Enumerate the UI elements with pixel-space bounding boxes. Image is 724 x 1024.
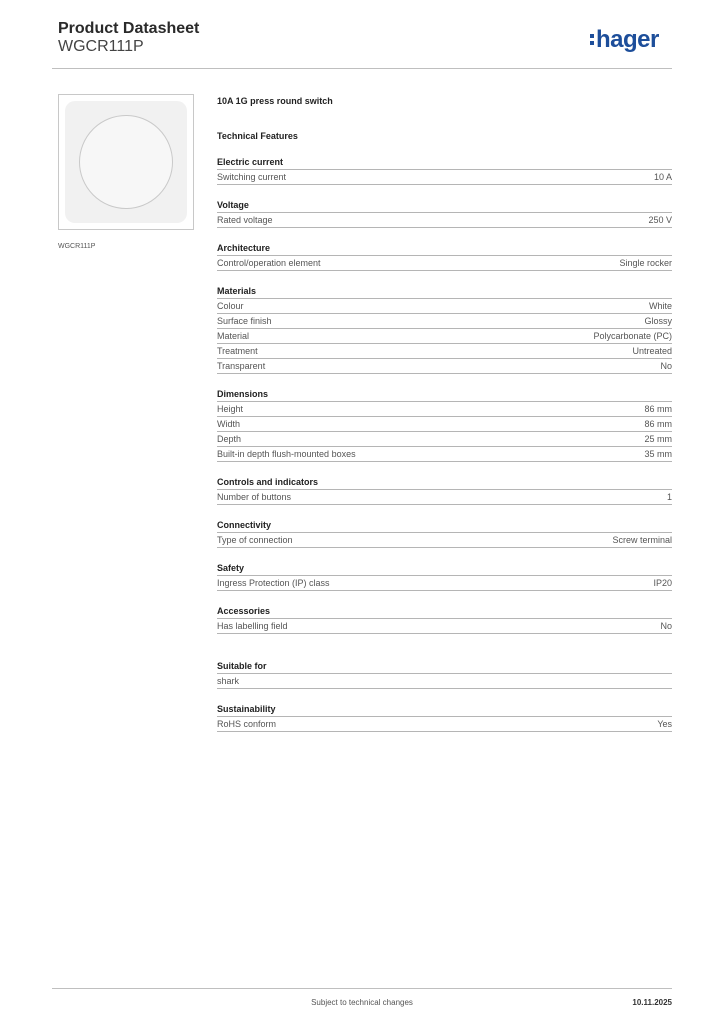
spec-label: Depth [217,434,242,444]
spec-row [217,256,672,271]
section-title: Architecture [217,242,672,256]
spec-row [217,213,672,228]
spec-value: 250 V [648,215,672,225]
hager-logo [590,26,659,54]
spec-label: Height [217,404,244,414]
spec-value: 35 mm [644,449,672,459]
spec-row [217,402,672,417]
spec-section [217,388,672,462]
spec-section [217,703,672,732]
spec-section [217,605,672,634]
spec-label: Built-in depth flush-mounted boxes [217,449,356,459]
spec-row [217,717,672,732]
product-image [58,94,194,230]
spec-section [217,519,672,548]
spec-label: shark [217,676,240,686]
technical-features-heading: Technical Features [217,131,298,141]
spec-content [217,95,672,732]
header-divider [52,68,672,69]
spec-label: Transparent [217,361,266,371]
section-title: Connectivity [217,519,672,533]
spec-value: No [660,621,672,631]
spec-section [217,199,672,228]
spec-section [217,562,672,591]
spec-row [217,359,672,374]
spec-value: 1 [666,492,672,502]
spec-row [217,619,672,634]
spec-label: Number of buttons [217,492,292,502]
footer-note: Subject to technical changes [311,998,413,1007]
spec-value: 10 A [653,172,672,182]
spec-value: Polycarbonate (PC) [593,331,672,341]
spec-value: IP20 [653,578,672,588]
spec-section [217,285,672,374]
spec-section [217,156,672,185]
spec-row [217,314,672,329]
section-title: Dimensions [217,388,672,402]
switch-plate [65,101,187,223]
spec-label: RoHS conform [217,719,277,729]
spec-row [217,674,672,689]
spec-label: Rated voltage [217,215,273,225]
spec-sections [217,156,672,732]
image-caption: WGCR111P [58,243,96,250]
section-title: Accessories [217,605,672,619]
logo-colon-icon [590,32,595,46]
spec-label: Surface finish [217,316,272,326]
spec-label: Type of connection [217,535,293,545]
spec-label: Switching current [217,172,287,182]
spec-value: White [648,301,672,311]
spec-value: No [660,361,672,371]
spec-label: Ingress Protection (IP) class [217,578,330,588]
spec-value: Glossy [644,316,672,326]
spec-section [217,476,672,505]
spec-row [217,432,672,447]
spec-row [217,329,672,344]
footer-divider [52,988,672,989]
spec-section [217,660,672,689]
footer-date: 10.11.2025 [632,998,672,1007]
spec-label: Material [217,331,250,341]
spec-row [217,533,672,548]
spec-value: 25 mm [644,434,672,444]
section-title: Materials [217,285,672,299]
page-title: Product Datasheet [58,20,200,37]
spec-row [217,417,672,432]
spec-row [217,576,672,591]
spec-row [217,490,672,505]
section-title: Suitable for [217,660,672,674]
section-title: Controls and indicators [217,476,672,490]
spec-row [217,447,672,462]
section-title: Electric current [217,156,672,170]
logo-text: hager [596,26,659,53]
spec-label: Treatment [217,346,258,356]
section-title: Safety [217,562,672,576]
spec-value: Screw terminal [612,535,672,545]
spec-value: 86 mm [644,419,672,429]
spec-label: Width [217,419,241,429]
spec-section [217,242,672,271]
section-title: Sustainability [217,703,672,717]
spec-label: Control/operation element [217,258,321,268]
spec-value: 86 mm [644,404,672,414]
spec-value: Single rocker [619,258,672,268]
section-title: Voltage [217,199,672,213]
spec-label: Has labelling field [217,621,288,631]
product-description: 10A 1G press round switch [217,96,333,106]
spec-value: Untreated [632,346,672,356]
round-rocker [79,115,173,209]
spec-row [217,299,672,314]
spec-value: Yes [657,719,672,729]
spec-row [217,344,672,359]
spec-row [217,170,672,185]
product-code: WGCR111P [58,38,144,55]
spec-label: Colour [217,301,244,311]
